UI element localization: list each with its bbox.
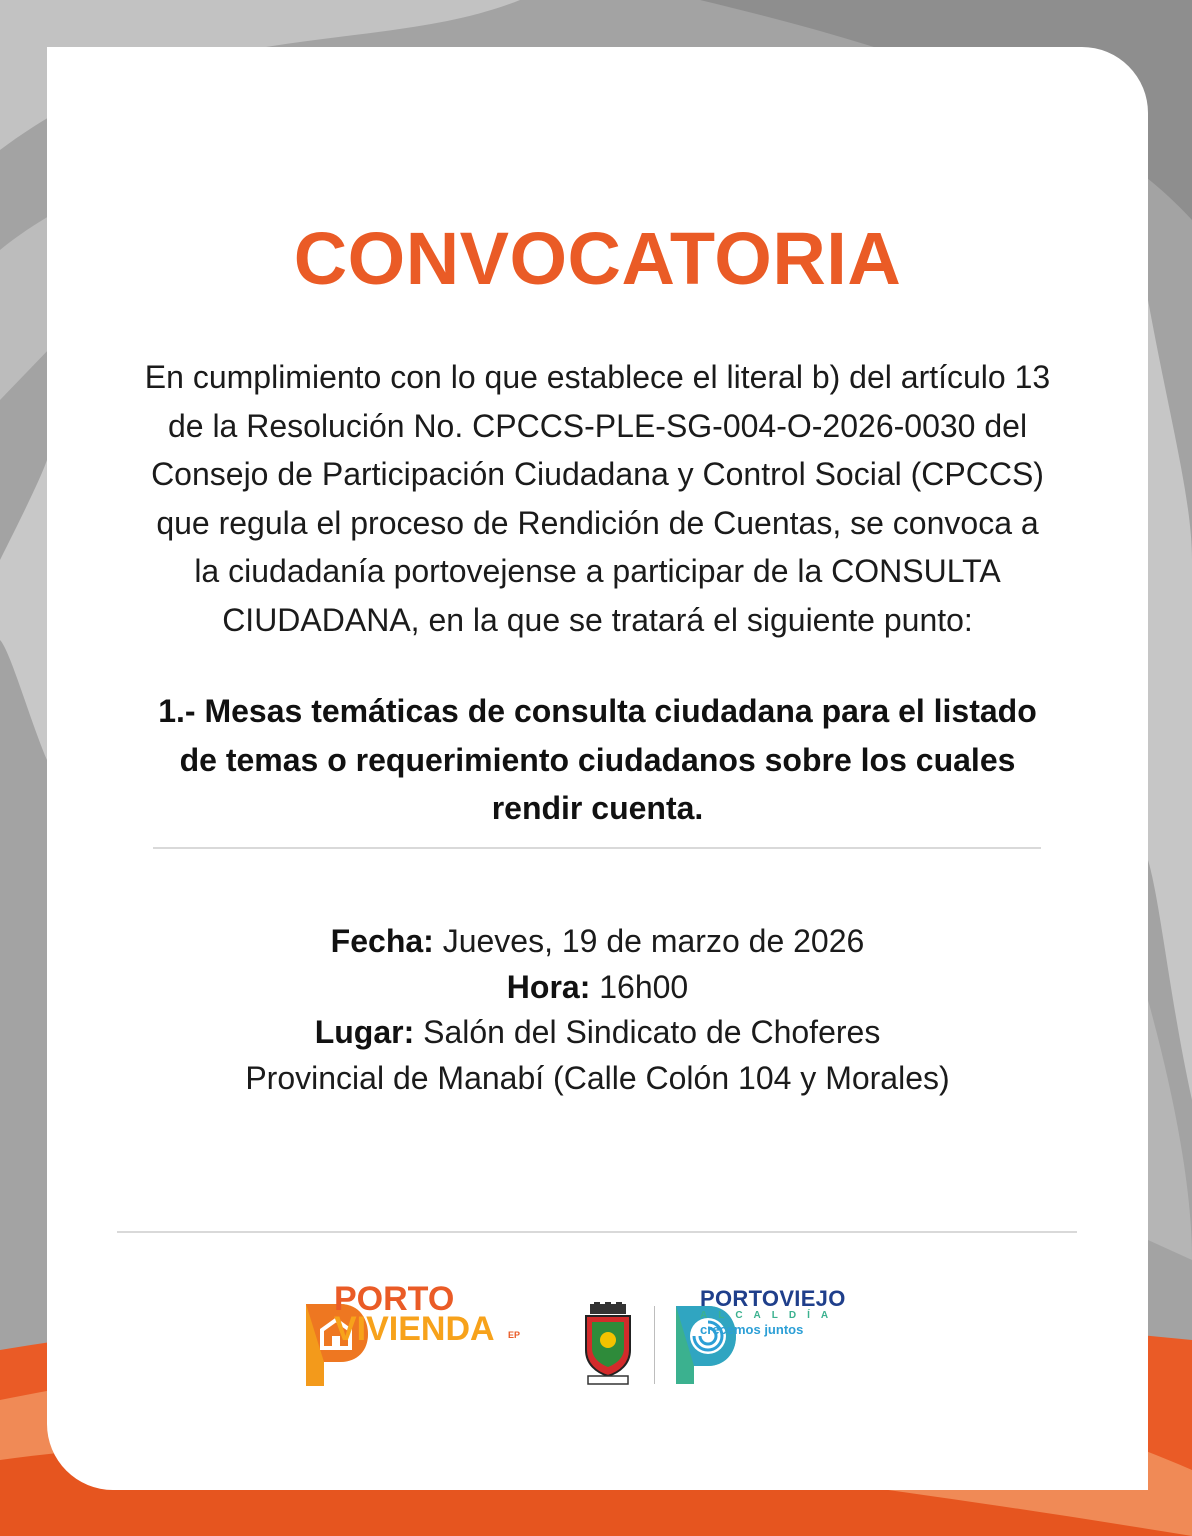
coat-of-arms-icon xyxy=(582,1302,634,1386)
announcement-card xyxy=(47,47,1148,1490)
intro-line: Consejo de Participación Ciudadana y Control Social (CPCCS) xyxy=(151,456,1044,493)
intro-line: En cumplimiento con lo que establece el literal b) del artículo 13 xyxy=(144,359,1051,395)
lugar-row xyxy=(87,1010,1108,1056)
fecha-value: Jueves, 19 de marzo de 2026 xyxy=(433,923,865,959)
hora-row xyxy=(87,965,1108,1011)
agenda-line: 1.- Mesas temáticas de consulta ciudadana para el listado xyxy=(158,693,1037,729)
intro-paragraph xyxy=(87,353,1108,645)
portoviejo-name: PORTOVIEJO xyxy=(700,1286,846,1311)
intro-line: CIUDADANA, en la que se tratará el siguiente punto: xyxy=(222,601,973,638)
intro-line: que regula el proceso de Rendición de Cuentas, se convoca a xyxy=(156,504,1039,541)
page-title: CONVOCATORIA xyxy=(293,217,902,300)
portovivienda-name-line2: VIVIENDA xyxy=(334,1310,495,1348)
divider-bottom xyxy=(117,1231,1077,1233)
logo-separator xyxy=(654,1306,655,1384)
fecha-label: Fecha: xyxy=(330,923,434,959)
lugar-value: Salón del Sindicato de Choferes xyxy=(414,1014,881,1050)
agenda-line: de temas o requerimiento ciudadanos sobre los cuales xyxy=(179,741,1016,778)
lugar-row-2: Provincial de Manabí (Calle Colón 104 y Morales) xyxy=(245,1059,950,1096)
portoviejo-slogan: crecemos juntos xyxy=(700,1322,804,1337)
lugar-label: Lugar: xyxy=(314,1014,415,1050)
hora-value: 16h00 xyxy=(590,968,689,1005)
portovivienda-name-line1: PORTO xyxy=(334,1280,455,1318)
agenda-line: rendir cuenta. xyxy=(491,790,704,827)
intro-line: la ciudadanía portovejense a participar de la CONSULTA xyxy=(194,553,1001,590)
portovivienda-suffix: EP xyxy=(508,1330,521,1340)
intro-line: de la Resolución No. CPCCS-PLE-SG-004-O-2026-0030 del xyxy=(167,407,1028,444)
portoviejo-sub: ALCALDÍA xyxy=(700,1310,840,1321)
fecha-row xyxy=(87,919,1108,965)
event-details xyxy=(87,919,1108,1101)
divider-top xyxy=(153,847,1041,849)
agenda-point xyxy=(97,687,1098,833)
hora-label: Hora: xyxy=(506,968,591,1005)
